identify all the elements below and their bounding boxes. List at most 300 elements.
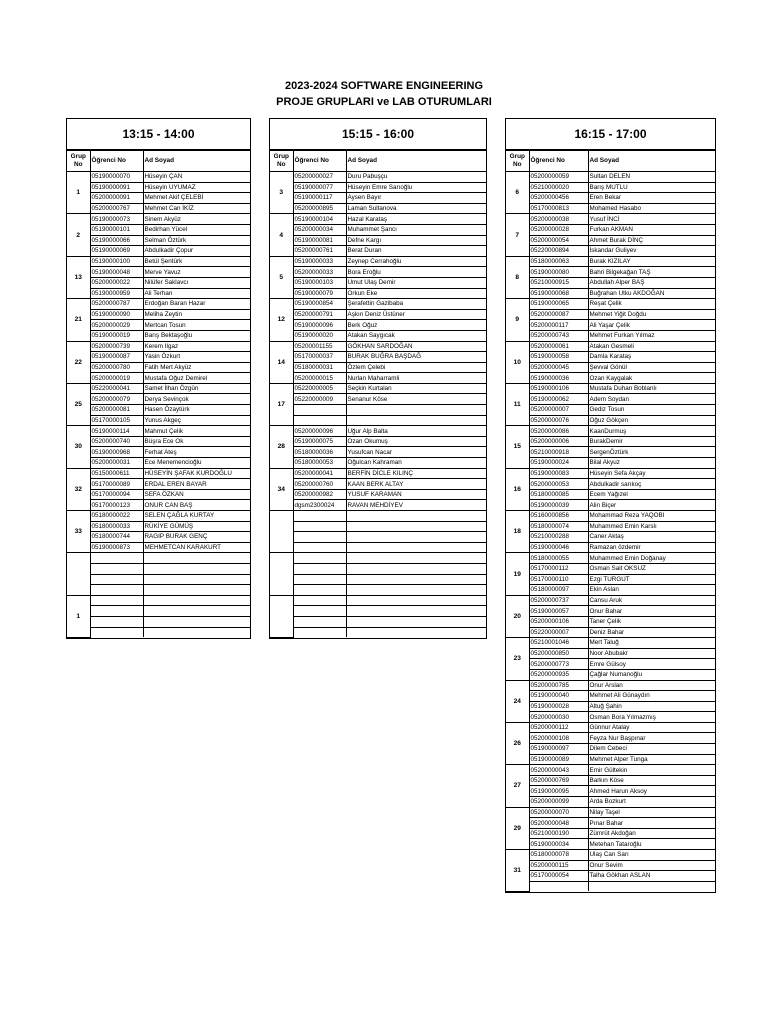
group-number: 26 <box>506 722 529 764</box>
student-number: 05190000024 <box>529 458 588 469</box>
student-name: Pınar Bahar <box>588 818 715 829</box>
table-row <box>506 585 715 596</box>
student-name: Yusuf İNCİ <box>588 214 715 225</box>
table-row <box>506 341 715 352</box>
table-row <box>270 426 486 437</box>
table-row <box>506 383 715 394</box>
group-number: 28 <box>270 426 293 468</box>
student-number: 05200001155 <box>293 341 346 352</box>
student-number: 05200000019 <box>90 373 143 384</box>
student-number: 05220000007 <box>529 627 588 638</box>
student-number: 05190000090 <box>90 309 143 320</box>
table-row <box>67 405 250 416</box>
table-row <box>270 320 486 331</box>
group-number: 4 <box>270 214 293 256</box>
student-name: Emre Gülsoy <box>588 659 715 670</box>
student-name: Adem Soydan <box>588 394 715 405</box>
student-number: 05190000104 <box>293 214 346 225</box>
document-title <box>0 78 768 110</box>
student-number: 05200000773 <box>529 659 588 670</box>
table-row <box>67 352 250 363</box>
table-row <box>506 881 715 891</box>
table-row <box>506 479 715 490</box>
table-row <box>506 352 715 363</box>
grup-no-header: Grup No <box>506 151 529 172</box>
student-name: Burak KIZILAY <box>588 256 715 267</box>
group-number: 3 <box>270 172 293 214</box>
student-name: Alin Biçer <box>588 500 715 511</box>
student-number: 05170000813 <box>529 203 588 214</box>
student-number: 05200000737 <box>529 595 588 606</box>
student-name <box>143 606 250 617</box>
student-number: 05200000041 <box>293 468 346 479</box>
group-number: 1 <box>67 595 90 637</box>
student-name: Abdulkadir Çopur <box>143 246 250 257</box>
table-row <box>67 595 250 606</box>
student-number: 05220000009 <box>293 394 346 405</box>
student-name: Günnur Atalay <box>588 722 715 733</box>
student-name: Senanur Köse <box>346 394 486 405</box>
group-number <box>270 511 293 553</box>
table-row <box>270 532 486 543</box>
table-row <box>270 458 486 469</box>
student-name: Mehmet Ali Günaydın <box>588 691 715 702</box>
student-number: 05190000019 <box>90 330 143 341</box>
student-name: Erdoğan Baran Hazar <box>143 299 250 310</box>
table-row <box>506 521 715 532</box>
student-name: Seçkin Kurtalan <box>346 383 486 394</box>
title-line-1: 2023-2024 SOFTWARE ENGINEERING <box>284 80 484 92</box>
table-row <box>506 701 715 712</box>
student-number <box>293 553 346 564</box>
table-row <box>270 299 486 310</box>
student-number: 05190000103 <box>293 277 346 288</box>
student-name <box>346 606 486 617</box>
student-number: 05190000114 <box>90 426 143 437</box>
student-name: Mustafa Duhan Boblanlı <box>588 383 715 394</box>
student-name: Merve Yavuz <box>143 267 250 278</box>
student-name: Yasin Özkurt <box>143 352 250 363</box>
student-name: Buğrahan Utku AKDOĞAN <box>588 288 715 299</box>
student-name <box>346 563 486 574</box>
table-row <box>506 436 715 447</box>
student-number: 05180000055 <box>529 553 588 564</box>
student-number: 05170000094 <box>90 489 143 500</box>
table-row <box>506 691 715 702</box>
student-name: Metehan Tataroğlu <box>588 839 715 850</box>
student-name: Uğur Alp Balta <box>346 426 486 437</box>
table-header-row <box>506 151 715 172</box>
student-number: 05200000791 <box>293 309 346 320</box>
student-name: Hüseyin ÇAN <box>143 172 250 183</box>
table-row <box>506 235 715 246</box>
student-name: Damla Karataş <box>588 352 715 363</box>
table-row <box>270 330 486 341</box>
student-name: Sultan DELEN <box>588 172 715 183</box>
group-number: 32 <box>67 468 90 510</box>
table-row <box>67 585 250 596</box>
student-name: Reşat Çelik <box>588 299 715 310</box>
student-name: Deniz Bahar <box>588 627 715 638</box>
student-name: Arda Bozkurt <box>588 797 715 808</box>
student-name: Zeynep Cerrahoğlu <box>346 256 486 267</box>
student-number: 05200000115 <box>529 860 588 871</box>
student-name: Ecem Yağızel <box>588 489 715 500</box>
student-number: 05200000740 <box>90 436 143 447</box>
table-row <box>506 373 715 384</box>
student-name: Zümrüt Akdoğan <box>588 828 715 839</box>
group-number: 11 <box>506 383 529 425</box>
student-name: Atakan Gesmeli <box>588 341 715 352</box>
table-row <box>67 383 250 394</box>
student-number: 05150000611 <box>90 468 143 479</box>
table-row <box>67 330 250 341</box>
group-number: 24 <box>506 680 529 722</box>
student-number: 05180000085 <box>529 489 588 500</box>
student-number: 05200000030 <box>529 712 588 723</box>
student-number: 05200000028 <box>529 224 588 235</box>
table-row <box>506 182 715 193</box>
student-number <box>90 563 143 574</box>
student-number: 05200000106 <box>529 616 588 627</box>
student-number: 05200000108 <box>529 733 588 744</box>
student-name: Muhammet Şancı <box>346 224 486 235</box>
student-number: 05200000027 <box>293 172 346 183</box>
student-name: Ezgi TURGUT <box>588 574 715 585</box>
student-name: İskandar Guliyev <box>588 246 715 257</box>
student-name <box>346 574 486 585</box>
group-number: 23 <box>506 638 529 680</box>
table-row <box>506 871 715 882</box>
student-name: Oğuz Gökçen <box>588 415 715 426</box>
session-block-1 <box>66 118 251 639</box>
table-row <box>506 405 715 416</box>
table-row <box>506 765 715 776</box>
table-row <box>270 341 486 352</box>
student-number: 05210000020 <box>529 182 588 193</box>
student-name: Onur Sevim <box>588 860 715 871</box>
student-number: 05200000034 <box>293 224 346 235</box>
student-name: Hasen Özaytürk <box>143 405 250 416</box>
student-name <box>346 415 486 426</box>
student-name: Bilal Akyuz <box>588 458 715 469</box>
table-row <box>506 214 715 225</box>
student-number: 05190000057 <box>529 606 588 617</box>
student-name: Yunus Akgeç <box>143 415 250 426</box>
student-name: Kerem Ilgaz <box>143 341 250 352</box>
group-number: 2 <box>67 214 90 256</box>
student-number: 05200000029 <box>90 320 143 331</box>
student-no-header: Öğrenci No <box>529 151 588 172</box>
student-name: RAVAN MEHDİYEV <box>346 500 486 511</box>
student-name <box>346 553 486 564</box>
student-number: 05190000058 <box>529 352 588 363</box>
student-number: 05220000041 <box>90 383 143 394</box>
table-row <box>506 415 715 426</box>
table-row <box>506 733 715 744</box>
student-name: Mohamed Hasabo <box>588 203 715 214</box>
table-row <box>67 553 250 564</box>
student-number <box>90 616 143 627</box>
table-row <box>67 309 250 320</box>
student-number: 05180000097 <box>529 585 588 596</box>
title-line-2: PROJE GRUPLARI ve LAB OTURUMLARI <box>276 96 492 108</box>
table-row <box>506 659 715 670</box>
grup-no-header: Grup No <box>270 151 293 172</box>
student-name: MEHMETCAN KARAKURT <box>143 542 250 553</box>
student-number: 05200000739 <box>90 341 143 352</box>
student-number: 05220000005 <box>293 383 346 394</box>
student-number: 05190000065 <box>529 299 588 310</box>
group-number: 8 <box>506 256 529 298</box>
table-row <box>67 436 250 447</box>
student-name: Taner Çelik <box>588 616 715 627</box>
student-number: 05190000081 <box>293 235 346 246</box>
student-number: 05200000099 <box>529 797 588 808</box>
table-row <box>67 458 250 469</box>
group-number: 15 <box>506 426 529 468</box>
group-number: 22 <box>67 341 90 383</box>
student-number: 05210000915 <box>529 277 588 288</box>
student-name: Mehmet Furkan Yılmaz <box>588 330 715 341</box>
group-number: 12 <box>270 299 293 341</box>
student-name <box>346 595 486 606</box>
student-name: Abdullah Alper BAŞ <box>588 277 715 288</box>
table-row <box>270 224 486 235</box>
student-name: Samet İlhan Özgün <box>143 383 250 394</box>
student-name: Defne Kargı <box>346 235 486 246</box>
table-row <box>270 256 486 267</box>
table-row <box>270 595 486 606</box>
group-number: 14 <box>270 341 293 383</box>
student-name: Mehmet Can İKİZ <box>143 203 250 214</box>
student-number: 05200000112 <box>529 722 588 733</box>
student-number: 05190000020 <box>293 330 346 341</box>
student-number: 05200000031 <box>90 458 143 469</box>
table-row <box>506 712 715 723</box>
student-name <box>143 595 250 606</box>
table-row <box>67 606 250 617</box>
student-name: GÖKHAN SARDOĞAN <box>346 341 486 352</box>
student-number <box>293 415 346 426</box>
student-number <box>293 532 346 543</box>
table-row <box>67 214 250 225</box>
table-row <box>506 818 715 829</box>
student-number: 05200000935 <box>529 669 588 680</box>
table-row <box>506 172 715 183</box>
table-row <box>270 542 486 553</box>
table-row <box>67 447 250 458</box>
table-row <box>506 648 715 659</box>
student-name: Şerafettin Gazibaba <box>346 299 486 310</box>
student-name: Selman Öztürk <box>143 235 250 246</box>
student-number: 05210000918 <box>529 447 588 458</box>
student-name: RAGIP BURAK GENÇ <box>143 532 250 543</box>
student-number: 05190000089 <box>529 754 588 765</box>
student-name <box>346 542 486 553</box>
student-name: Muhammed Emin Karslı <box>588 521 715 532</box>
student-name: Altuğ Şahin <box>588 701 715 712</box>
table-row <box>506 627 715 638</box>
group-number: 9 <box>506 299 529 341</box>
table-row <box>506 786 715 797</box>
student-number: 05190000873 <box>90 542 143 553</box>
table-row <box>506 267 715 278</box>
student-name: Nilay Taşel <box>588 807 715 818</box>
student-name: Eren Bekar <box>588 193 715 204</box>
table-row <box>270 362 486 373</box>
student-number: 05190000095 <box>529 786 588 797</box>
table-row <box>67 563 250 574</box>
student-name <box>143 563 250 574</box>
table-row <box>506 288 715 299</box>
student-number: 05200000767 <box>90 203 143 214</box>
student-name <box>143 616 250 627</box>
table-row <box>67 500 250 511</box>
table-row <box>506 574 715 585</box>
table-row <box>506 500 715 511</box>
student-number <box>90 606 143 617</box>
student-number <box>90 627 143 637</box>
group-table <box>67 150 250 638</box>
student-number: 05190000101 <box>90 224 143 235</box>
table-row <box>270 267 486 278</box>
grup-no-header: Grup No <box>67 151 90 172</box>
group-number <box>270 595 293 637</box>
table-row <box>270 383 486 394</box>
student-name: Betül Şentürk <box>143 256 250 267</box>
student-number <box>90 585 143 596</box>
table-row <box>67 521 250 532</box>
table-row <box>270 182 486 193</box>
student-number: 05180000036 <box>293 447 346 458</box>
student-number: 05190000048 <box>90 267 143 278</box>
table-row <box>270 553 486 564</box>
student-name: Osman Sait OKSUZ <box>588 563 715 574</box>
student-number: 05180000053 <box>293 458 346 469</box>
student-number: 05200000087 <box>529 309 588 320</box>
student-number: 05190000075 <box>293 436 346 447</box>
group-number: 7 <box>506 214 529 256</box>
table-header-row <box>67 151 250 172</box>
table-row <box>506 362 715 373</box>
student-number: 05200000982 <box>293 489 346 500</box>
table-row <box>270 214 486 225</box>
student-name: Hüseyin Emre Sarıoğlu <box>346 182 486 193</box>
group-number: 6 <box>506 172 529 214</box>
student-number: 05190000039 <box>529 500 588 511</box>
student-name: Ali Terhan <box>143 288 250 299</box>
student-number: 05200000045 <box>529 362 588 373</box>
student-number: 05190000068 <box>529 288 588 299</box>
student-name: Barış MUTLU <box>588 182 715 193</box>
student-number: 05190000100 <box>90 256 143 267</box>
student-number: 05190000077 <box>293 182 346 193</box>
table-row <box>270 468 486 479</box>
table-row <box>506 468 715 479</box>
student-number: 05200000769 <box>529 775 588 786</box>
table-row <box>67 224 250 235</box>
student-number: 05190000087 <box>90 352 143 363</box>
student-name: Ozan Okumuş <box>346 436 486 447</box>
group-number: 27 <box>506 765 529 807</box>
student-name: Berk Oğuz <box>346 320 486 331</box>
table-row <box>506 797 715 808</box>
student-name: SergenÖztürk <box>588 447 715 458</box>
student-number <box>293 542 346 553</box>
student-name: Barış Bektaşoğlu <box>143 330 250 341</box>
table-row <box>270 405 486 416</box>
student-name <box>346 405 486 416</box>
full-name-header: Ad Soyad <box>346 151 486 172</box>
student-name: Bora Eroğlu <box>346 267 486 278</box>
table-row <box>506 330 715 341</box>
student-number: 05190000959 <box>90 288 143 299</box>
student-number: 05200000079 <box>90 394 143 405</box>
table-row <box>270 585 486 596</box>
table-row <box>67 489 250 500</box>
student-name: Aşkın Deniz Üstüner <box>346 309 486 320</box>
table-row <box>270 235 486 246</box>
student-number <box>529 881 588 891</box>
table-row <box>67 256 250 267</box>
table-row <box>270 277 486 288</box>
table-row <box>270 606 486 617</box>
table-row <box>506 394 715 405</box>
student-name: Aysen Bayır <box>346 193 486 204</box>
table-row <box>270 203 486 214</box>
group-number: 16 <box>506 468 529 510</box>
table-row <box>67 394 250 405</box>
student-name: YUSUF KARAMAN <box>346 489 486 500</box>
student-number: 05220000894 <box>529 246 588 257</box>
table-row <box>506 447 715 458</box>
student-number: 05200000043 <box>529 765 588 776</box>
table-row <box>67 267 250 278</box>
table-row <box>67 468 250 479</box>
table-row <box>506 320 715 331</box>
student-no-header: Öğrenci No <box>90 151 143 172</box>
table-row <box>270 616 486 627</box>
group-number: 30 <box>67 426 90 468</box>
table-row <box>67 182 250 193</box>
student-name: BERFİN DİCLE KILINÇ <box>346 468 486 479</box>
student-number: 05160000856 <box>529 511 588 522</box>
student-number: 05190000046 <box>529 542 588 553</box>
table-row <box>506 850 715 861</box>
student-name: Atakan Saygıcak <box>346 330 486 341</box>
student-name <box>143 627 250 637</box>
table-row <box>506 828 715 839</box>
student-name: Umut Ulaş Demir <box>346 277 486 288</box>
table-row <box>67 193 250 204</box>
group-number: 1 <box>67 172 90 214</box>
group-number: 18 <box>506 511 529 553</box>
student-number <box>90 574 143 585</box>
table-row <box>506 309 715 320</box>
student-name: Talha Gökhan ASLAN <box>588 871 715 882</box>
student-number <box>293 574 346 585</box>
table-row <box>270 288 486 299</box>
group-number: 29 <box>506 807 529 849</box>
student-name: Büşra Ece Ok <box>143 436 250 447</box>
table-row <box>67 426 250 437</box>
student-number: 05180000022 <box>90 511 143 522</box>
student-number: 05170000123 <box>90 500 143 511</box>
table-row <box>270 172 486 183</box>
table-row <box>67 415 250 426</box>
student-number: 05170000110 <box>529 574 588 585</box>
